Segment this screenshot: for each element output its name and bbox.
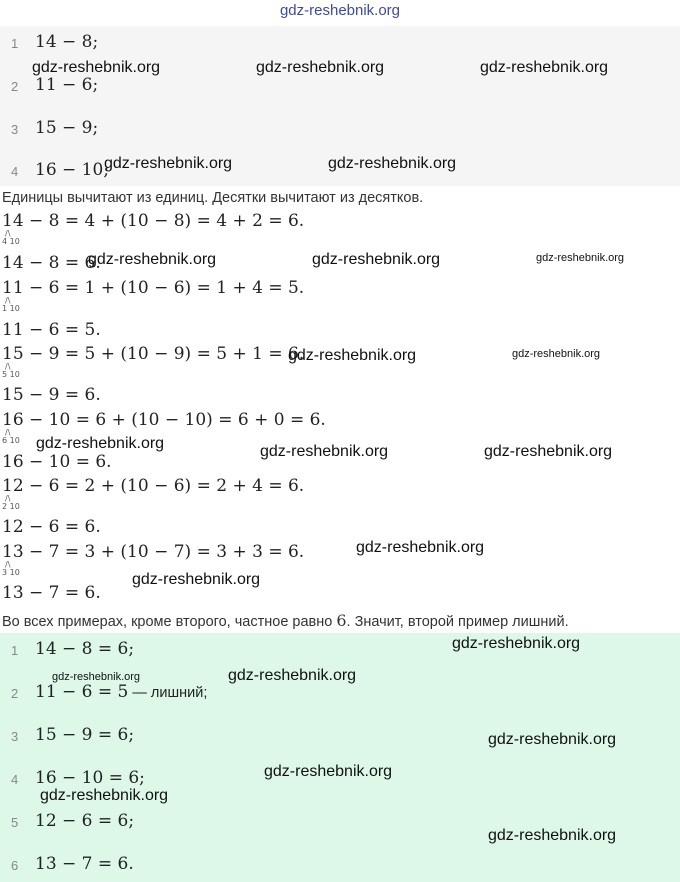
answer-number: 6 [11, 858, 19, 873]
answer-number: 4 [11, 772, 19, 787]
solution-full: 14 − 8 = 4 + (10 − 8) = 4 + 2 = 6. [2, 211, 305, 231]
conclusion-value: 6 [336, 611, 347, 630]
watermark: gdz-reshebnik.org [512, 348, 601, 360]
watermark: gdz-reshebnik.org [264, 763, 393, 780]
answer-expression [35, 854, 134, 874]
task-expression: 14 − 8; [35, 32, 99, 52]
watermark: gdz-reshebnik.org [228, 667, 357, 684]
decomposition-parts: 3 10 [2, 568, 20, 577]
watermark: gdz-reshebnik.org [132, 571, 261, 588]
solution-full: 15 − 9 = 5 + (10 − 9) = 5 + 1 = 6. [2, 344, 305, 364]
watermark: gdz-reshebnik.org [52, 671, 141, 683]
solution-short: 14 − 8 = 6. [2, 253, 101, 273]
solution-full: 13 − 7 = 3 + (10 − 7) = 3 + 3 = 6. [2, 542, 305, 562]
decomposition: /\ 2 10 [2, 494, 20, 511]
answer-number: 2 [11, 686, 19, 701]
answer-expression [35, 725, 134, 745]
answer-row [0, 854, 680, 878]
decomposition: /\ 4 10 [2, 229, 20, 246]
task-row [0, 75, 680, 99]
answer-equation: 11 − 6 = 5 [35, 682, 129, 702]
answer-equation: 15 − 9 = 6; [35, 725, 135, 745]
watermark: gdz-reshebnik.org [312, 251, 441, 268]
watermark: gdz-reshebnik.org [256, 59, 385, 76]
answer-number: 3 [11, 729, 19, 744]
answer-note: — лишний; [128, 685, 208, 701]
watermark: gdz-reshebnik.org [40, 787, 169, 804]
answer-equation: 16 − 10 = 6; [35, 768, 145, 788]
watermark: gdz-reshebnik.org [288, 347, 417, 364]
answer-number: 5 [11, 815, 19, 830]
decomposition-parts: 2 10 [2, 502, 20, 511]
decomposition-parts: 6 10 [2, 436, 20, 445]
conclusion-after: . Значит, второй пример лишний. [346, 614, 569, 630]
conclusion-before: Во всех примерах, кроме второго, частное равно [2, 614, 337, 630]
decomposition: /\ 3 10 [2, 560, 20, 577]
watermark: gdz-reshebnik.org [480, 59, 609, 76]
watermark: gdz-reshebnik.org [488, 731, 617, 748]
decomposition-parts: 5 10 [2, 370, 20, 379]
solution-short: 11 − 6 = 5. [2, 320, 101, 340]
decomposition-parts: 1 10 [2, 304, 20, 313]
watermark: gdz-reshebnik.org [328, 155, 457, 172]
solution-short: 16 − 10 = 6. [2, 452, 112, 472]
answer-equation: 14 − 8 = 6; [35, 639, 135, 659]
task-number: 3 [11, 122, 19, 137]
answer-expression [35, 768, 145, 788]
answer-expression [35, 811, 134, 831]
decomposition: /\ 5 10 [2, 362, 20, 379]
solution-full: 12 − 6 = 2 + (10 − 6) = 2 + 4 = 6. [2, 476, 305, 496]
task-row [0, 118, 680, 142]
decomposition: /\ 6 10 [2, 428, 20, 445]
watermark: gdz-reshebnik.org [356, 539, 485, 556]
conclusion-text [2, 611, 569, 630]
solution-full: 11 − 6 = 1 + (10 − 6) = 1 + 4 = 5. [2, 278, 305, 298]
decomposition-parts: 4 10 [2, 237, 20, 246]
watermark: gdz-reshebnik.org [536, 252, 625, 264]
site-header[interactable]: gdz-reshebnik.org [279, 2, 401, 19]
task-row [0, 32, 680, 56]
answer-expression [35, 682, 207, 702]
answer-row [0, 682, 680, 706]
solution-short: 15 − 9 = 6. [2, 385, 101, 405]
solution-full: 16 − 10 = 6 + (10 − 10) = 6 + 0 = 6. [2, 410, 326, 430]
task-expression: 16 − 10; [35, 160, 110, 180]
decomposition: /\ 1 10 [2, 296, 20, 313]
answer-equation: 13 − 7 = 6. [35, 854, 134, 874]
watermark: gdz-reshebnik.org [88, 251, 217, 268]
watermark: gdz-reshebnik.org [36, 435, 165, 452]
solution-short: 13 − 7 = 6. [2, 583, 101, 603]
answer-equation: 12 − 6 = 6; [35, 811, 135, 831]
watermark: gdz-reshebnik.org [32, 59, 161, 76]
intro-text: Единицы вычитают из единиц. Десятки вычитают из десятков. [2, 190, 424, 206]
watermark: gdz-reshebnik.org [260, 443, 389, 460]
watermark: gdz-reshebnik.org [488, 827, 617, 844]
watermark: gdz-reshebnik.org [484, 443, 613, 460]
solution-short: 12 − 6 = 6. [2, 517, 101, 537]
task-expression: 15 − 9; [35, 118, 99, 138]
answer-number: 1 [11, 643, 19, 658]
task-number: 4 [11, 164, 19, 179]
task-expression: 11 − 6; [35, 75, 99, 95]
watermark: gdz-reshebnik.org [104, 155, 233, 172]
watermark: gdz-reshebnik.org [452, 635, 581, 652]
task-number: 2 [11, 79, 19, 94]
answer-expression [35, 639, 134, 659]
task-number: 1 [11, 36, 19, 51]
